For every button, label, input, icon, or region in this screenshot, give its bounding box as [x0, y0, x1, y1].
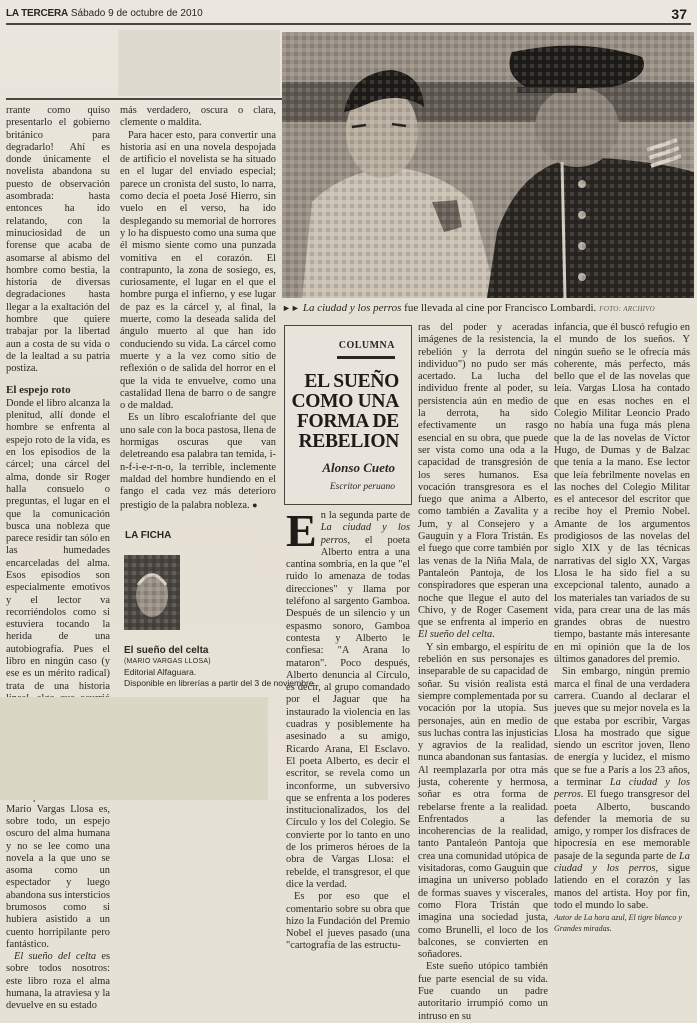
column-author: Alonso Cueto [322, 460, 395, 475]
newspaper-name: LA TERCERA [6, 8, 69, 19]
ficha-label: LA FICHA [125, 530, 172, 541]
film-still-photo [282, 32, 694, 298]
column-text-1 [286, 505, 410, 953]
label-underline [337, 356, 395, 359]
paragraph: Donde el libro alcanza la plenitud, allí donde el hombre se enfrenta al espejo roto de la vida, es en los episodios de la cárcel; una cárcel del alma, donde sir Roger halla consuelo o preguntas, el lugar en el que la comunicación busca una nobleza que parece residir tan sólo en las humedades encarceladas del alma. Esos episodios son especialmente emotivos y el lector va recorriéndolos como si estuviera tocando la herida de una autobiografía. Pues el libro en ningún caso (y ese es un mérito radical) trata de una historia Mario Vargas Llosa es, sobre todo, un espejo oscuro del alma humana y no se lee como una novela a la que uno se asoma como un espectador y luego abandona sus intersticios brumosos como si hubiera asistido a un cuento horripilante pero fantástico. [6, 397, 110, 950]
paragraph: Es por eso que el comentario sobre su obra que hizo la Fundación del Premio Nobel el jueves pasado (una "cartografía de las estructu- [286, 891, 410, 952]
paragraph: El sueño del celta es sobre todos nosotros: este libro roza el alma humana, la atraviesa y la devuelve en su estado [6, 951, 110, 1012]
caption-text: fue llevada al cine por Francisco Lombardi. [401, 302, 597, 314]
empty-region [0, 697, 268, 800]
photo-credit: FOTO: ARCHIVO [599, 305, 656, 313]
paragraph: más verdadero, oscura o clara, clemente o maldita. [120, 105, 276, 129]
review-column-1 [6, 105, 110, 1013]
paragraph: Para hacer esto, para convertir una historia así en una novela despojada de artificio el novelista se ha situado en el lugar del enviado especial; parece un cronista del susto, lo narra, como decía el poeta José Hierro, sin vuelo en el verso, ha ido desplegando su memorial de horrores y lo ha dispuesto como una suma que él mismo siente como una punzada vomitiva en el corazón. El contrapunto, la zona de sosiego, es, curiosamente, el lugar en el que el hombre purga el infierno, y ese lugar de paz es la cárcel y, al final, la muerte, como la deseada salida del ángulo muerto al que han ido conduciendo su vida. La cárcel como muerte y a la vez como sitio de reflexión o de salida del horror en el que la vida te envuelve, como una castalidad llena de barro o de sangre o de maldad. [120, 129, 276, 412]
paragraph: rrante como quiso presentarlo el gobierno británico para degradarlo! Ahí es donde únicamente el novelista abandona su puesto de observación asombrada: hasta entonces ha ido relatando, con la minuciosidad de un forense que acaba de asomarse al abismo del hombre como bestia, la historia de diversas degradaciones hasta llegar a la exaltación del hombre que quiere trabajar por la libertad aun a costa de su vida o de la lealtad a su patria postiza. [6, 105, 110, 375]
paragraph: En la segunda parte de La ciudad y los perros, el poeta Alberto entra a una cantina sombría, en la que "el ruido lo amenaza de todas direcciones" y llama por teléfono al sargento Gamboa. Después de un silencio y un espasmo sonoro, Gamboa contesta y Alberto le confiesa: "A Arana lo mataron". Poco después, Alberto denuncia al Círculo, es decir, al grupo comandado por el Jaguar que ha instaurado la violencia en las cuadras y posiblemente ha asesinado a su amigo, Ricardo Arana, El Esclavo. El poeta Alberto, es decir el escritor, se revela como un inconforme, un subversivo que se enfrenta a los poderes institucionalizados, los del Círculo y los del Colegio. Se convierte por lo tanto en uno de los primeros héroes de la obra de Vargas Llosa: el rebelde, el transgresor, el que dice la verdad. [286, 505, 410, 890]
column-text-2 [418, 322, 548, 1023]
book-cover-image [124, 555, 180, 630]
subheading: El espejo roto [6, 383, 71, 396]
paragraph: Es un libro escalofriante del que uno sale con la boca pastosa, llena de hormigas oscuras que van deletreando esa palabra tan temida, i-n-f-i-e-r-n-o, la terrible, inclemente maldad del hombre hundiendo en el fango el cada vez más deterioro prestigio de la palabra nobleza. ● [120, 412, 276, 511]
photo-illustration [282, 32, 694, 298]
paragraph: infancia, que él buscó refugio en el mundo de los sueños. Y ningún sueño se le ofrecía más coherente, más perfecto, más bello que el de las novelas que leía. Vargas Llosa ha contado que en esas noches en el Colegio Militar Leoncio Prado no había una fuga más plena que la de las novelas de Víctor Hugo, de Dumas y de Balzac que tenía a la mano. Ese lector que leía febrilmente novelas en las noches del Colegio Militar es el antecesor del escritor que recibe hoy el Premio Nobel. Amante de los argumentos prodigiosos de las novelas del siglo XIX y de las técnicas narrativas del siglo XX, Vargas Llosa le ha sido fiel a su excepcional talento, aunado a los materiales tan variados de su vida, para crear una de las más grandes obras de nuestro tiempo, bastante más interesante en mi opinión que la de los últimos ganadores del premio. [554, 322, 690, 666]
author-role: Escritor peruano [329, 482, 395, 492]
paragraph: ras del poder y aceradas imágenes de la resistencia, la rebelión y la derrota del individuo") no pudo ser más acertado. La lucha del individuo frente al poder, su persistencia aún en medio de la derrota, ha sido efectivamente un rasgo esencial en su obra, que puede ser vista como una oda a la capacidad de transgresión de los seres humanos. Esa vocación transgresora es el fuego que anima a Alberto, como también a Zavalita y a Jum, y al Consejero y a Gauguin y a Flora Tristán. Es el fuego que corre también por las venas de la Niña Mala, de Pantaleón Pantoja, de los conspiradores que esperan una noche que llegue el auto del Chivo, y de Roger Casement que se enfrenta al imperio en El sueño del celta. [418, 322, 548, 641]
book-availability: Disponible en librerías a partir del 3 de noviembre. [124, 678, 317, 688]
paragraph: Y sin embargo, el espíritu de rebelión en sus personajes es inseparable de su capacidad de soñar. Su visión realista está siempre complementada por su vocación por la utopía. Sus personajes, aún en medio de sus luchas contra las injusticias y agravios de la realidad, nunca abandonan sus fantasías. Al reemplazarla por otra más justa, coherente y hermosa, soñar es otra forma de rebelarse frente a la realidad. Enfrentados a las incoherencias de la realidad, tanto Pantaleón Pantoja que crea una comunidad utópica de visitadoras, como Gauguin que imagina un universo poblado de formas suaves y viscerales, como Flora Tristán que imagina una sociedad justa, como Brunelli, el loco de los balcones, se convierten en soñadores. [418, 641, 548, 961]
column-text-3 [554, 322, 690, 934]
end-mark-icon: ● [252, 499, 258, 510]
halftone-overlay [282, 32, 694, 298]
book-author: (MARIO VARGAS LLOSA) [124, 658, 211, 665]
masthead [6, 8, 203, 19]
paragraph: Este sueño utópico también fue parte esencial de su vida. Fue cuando un padre autoritario irrumpió como un intruso en su [418, 961, 548, 1022]
section-label: COLUMNA [338, 340, 395, 351]
drop-cap: E [286, 505, 317, 556]
paragraph: Sin embargo, ningún premio marca el final de una verdadera carrera. Cuando al declarar el jueves que su mejor novela es la que estaba por escribir, Vargas Llosa ha mostrado que sigue siendo un escritor joven, lleno de energía y lucidez, el mismo que se fue a París a los 23 años, a terminar La ciudad y los perros. El fuego transgresor del poeta Alberto, buscando defender la memoria de su amigo, y romper los disfraces de hipocresía en ese memorable pasaje de la segunda parte de La ciudad y los perros, sigue latiendo en el corazón y las manos del artista. Hoy por fin, todo el mundo lo sabe. [554, 666, 690, 911]
book-publisher: Editorial Alfaguara. [124, 667, 197, 677]
column-title: EL SUEÑO COMO UNA FORMA DE REBELION [291, 371, 399, 452]
page-number: 37 [671, 6, 687, 22]
author-bio: Autor de La hora azul, El tigre blanco y Grandes miradas. [554, 913, 682, 934]
book-title-ref: El sueño del celta [14, 951, 97, 963]
book-cover-illustration [124, 555, 180, 630]
spaced-word: i-n-f-i-e-r-n-o [120, 449, 276, 473]
section-rule [6, 98, 282, 100]
header-rule [6, 23, 691, 25]
caption-film-title: La ciudad y los perros [302, 302, 402, 314]
photo-caption [282, 302, 655, 314]
review-column-2 [120, 105, 276, 512]
caption-marker-icon: ►► [282, 303, 300, 313]
blank-area [118, 30, 280, 96]
book-title: El sueño del celta [124, 645, 209, 656]
column-header-box [284, 325, 412, 505]
issue-date: Sábado 9 de octubre de 2010 [70, 8, 203, 19]
